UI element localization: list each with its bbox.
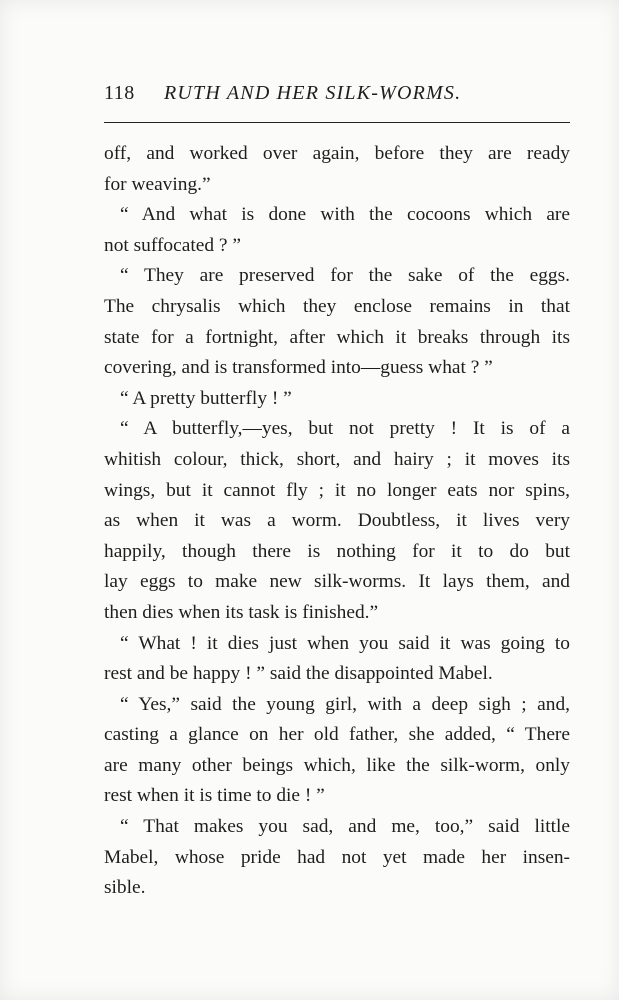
text-line: sible. bbox=[104, 877, 146, 899]
page-header bbox=[104, 80, 570, 112]
text-line: “ A butterfly,—yes, but not pretty ! It is of a bbox=[120, 418, 570, 440]
text-line: Mabel, whose pride had not yet made her insen- bbox=[104, 846, 570, 868]
text-line: “ A pretty butterfly ! ” bbox=[120, 387, 292, 409]
text-line: covering, and is transformed into—guess what ? ” bbox=[104, 357, 493, 379]
text-line: rest and be happy ! ” said the disappointed Mabel. bbox=[104, 663, 493, 685]
page-number: 118 bbox=[104, 82, 135, 104]
text-line: as when it was a worm. Doubtless, it lives very bbox=[104, 510, 570, 532]
text-line: whitish colour, thick, short, and hairy ; it moves its bbox=[104, 448, 570, 470]
text-line: happily, though there is nothing for it to do but bbox=[104, 540, 570, 562]
text-line: off, and worked over again, before they are ready bbox=[104, 143, 570, 164]
body-text bbox=[104, 139, 570, 904]
text-line: state for a fortnight, after which it breaks through its bbox=[104, 326, 570, 348]
running-title: RUTH AND HER SILK-WORMS. bbox=[164, 82, 462, 104]
header-rule bbox=[104, 122, 570, 123]
text-line: The chrysalis which they enclose remains in that bbox=[104, 295, 570, 317]
text-line: “ They are preserved for the sake of the eggs. bbox=[120, 265, 570, 287]
text-line: “ Yes,” said the young girl, with a deep sigh ; and, bbox=[120, 693, 570, 715]
text-line: wings, but it cannot fly ; it no longer eats nor spins, bbox=[104, 479, 570, 501]
text-line: “ What ! it dies just when you said it was going to bbox=[120, 632, 570, 654]
text-line: not suffocated ? ” bbox=[104, 234, 241, 256]
text-line: then dies when its task is finished.” bbox=[104, 601, 379, 623]
text-line: for weaving.” bbox=[104, 173, 211, 195]
text-line: are many other beings which, like the silk-worm, only bbox=[104, 754, 570, 776]
text-line: casting a glance on her old father, she added, “ There bbox=[104, 724, 570, 746]
text-line: “ That makes you sad, and me, too,” said little bbox=[120, 816, 570, 838]
text-line: rest when it is time to die ! ” bbox=[104, 785, 325, 807]
text-line: lay eggs to make new silk-worms. It lays them, and bbox=[104, 571, 570, 593]
text-line: “ And what is done with the cocoons which are bbox=[120, 204, 570, 226]
